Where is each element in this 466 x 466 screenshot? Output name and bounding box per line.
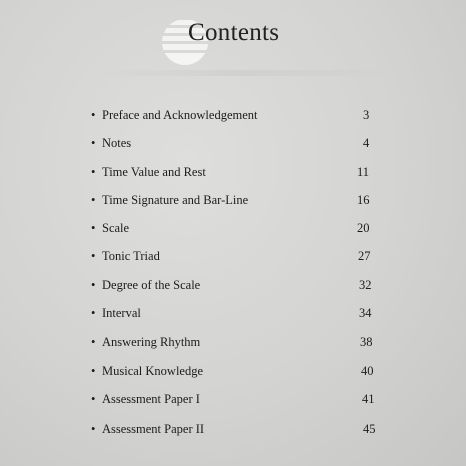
- bullet-icon: •: [91, 249, 96, 263]
- toc-entry-label: Scale: [102, 221, 130, 235]
- toc-entry-page: 27: [358, 249, 371, 263]
- toc-entry[interactable]: [91, 247, 391, 265]
- toc-entry[interactable]: [91, 304, 391, 322]
- bullet-icon: •: [91, 335, 96, 349]
- bullet-icon: •: [91, 422, 96, 436]
- toc-entry[interactable]: [91, 163, 391, 181]
- toc-entry-label: Interval: [102, 306, 141, 320]
- toc-entry-page: 41: [362, 392, 375, 406]
- bullet-icon: •: [91, 108, 96, 122]
- bullet-icon: •: [91, 392, 96, 406]
- toc-entry-label: Degree of the Scale: [102, 278, 201, 292]
- bullet-icon: •: [91, 136, 96, 150]
- toc-entry[interactable]: [91, 219, 391, 237]
- bullet-icon: •: [91, 364, 96, 378]
- toc-entry-label: Assessment Paper I: [102, 392, 200, 406]
- toc-entry-label: Musical Knowledge: [102, 364, 204, 378]
- toc-entry-label: Time Value and Rest: [102, 165, 206, 179]
- toc-entry-label: Notes: [102, 136, 132, 150]
- toc-entry-page: 32: [359, 278, 372, 292]
- toc-entry[interactable]: [91, 106, 391, 124]
- toc-entry-page: 38: [360, 335, 373, 349]
- toc-entry-label: Tonic Triad: [102, 249, 160, 263]
- toc-entry-label: Preface and Acknowledgement: [102, 108, 258, 122]
- bullet-icon: •: [91, 278, 96, 292]
- bullet-icon: •: [91, 193, 96, 207]
- toc-entry-page: 34: [359, 306, 372, 320]
- toc-entry-page: 4: [363, 136, 370, 150]
- toc-entry[interactable]: [91, 390, 391, 408]
- bullet-icon: •: [91, 306, 96, 320]
- toc-entry-label: Answering Rhythm: [102, 335, 201, 349]
- toc-entry[interactable]: [91, 333, 391, 351]
- toc-entry[interactable]: [91, 362, 391, 380]
- toc-entry-page: 3: [363, 108, 370, 122]
- toc-entry-label: Time Signature and Bar-Line: [102, 193, 249, 207]
- toc-entry[interactable]: [91, 134, 391, 152]
- toc-entry-page: 45: [363, 422, 376, 436]
- page-title: Contents: [188, 19, 280, 46]
- toc-entry-page: 40: [361, 364, 374, 378]
- toc-entry-page: 20: [357, 221, 370, 235]
- toc-entry[interactable]: [91, 420, 391, 438]
- toc-entry[interactable]: [91, 276, 391, 294]
- toc-entry-page: 11: [357, 165, 370, 179]
- bullet-icon: •: [91, 165, 96, 179]
- toc-entry-page: 16: [357, 193, 370, 207]
- toc-entry[interactable]: [91, 191, 391, 209]
- bullet-icon: •: [91, 221, 96, 235]
- toc-entry-label: Assessment Paper II: [102, 422, 205, 436]
